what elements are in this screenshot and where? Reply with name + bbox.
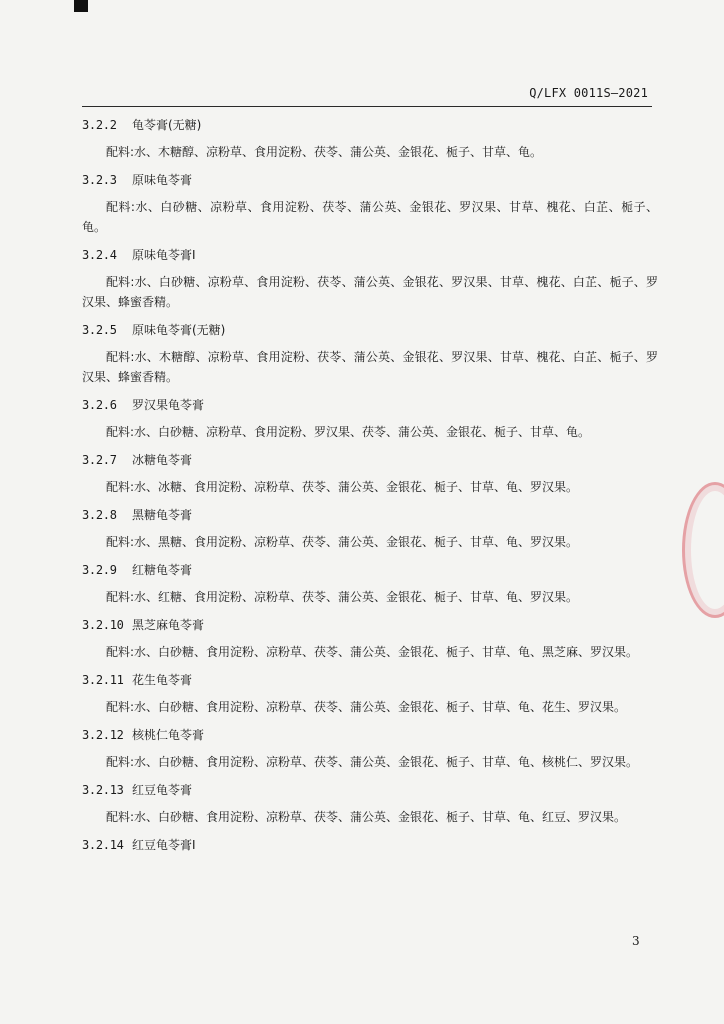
section-title: 原味龟苓膏 (132, 173, 193, 187)
section-3-2-8 (82, 505, 658, 552)
section-heading (82, 780, 658, 800)
ingredients-text: 配料:水、白砂糖、凉粉草、食用淀粉、罗汉果、茯苓、蒲公英、金银花、栀子、甘草、龟。 (106, 425, 591, 439)
section-3-2-10 (82, 615, 658, 662)
section-heading (82, 835, 658, 855)
section-number: 3.2.11 (82, 673, 124, 687)
section-title: 花生龟苓膏 (132, 673, 193, 687)
section-3-2-6 (82, 395, 658, 442)
section-3-2-14 (82, 835, 658, 855)
section-3-2-2 (82, 115, 658, 162)
section-3-2-11 (82, 670, 658, 717)
section-number: 3.2.12 (82, 728, 124, 742)
section-heading (82, 320, 658, 340)
section-title: 核桃仁龟苓膏 (132, 728, 205, 742)
section-3-2-7 (82, 450, 658, 497)
section-number: 3.2.14 (82, 838, 124, 852)
page-number: 3 (632, 934, 640, 948)
section-heading (82, 115, 658, 135)
ingredients-text: 配料:水、木糖醇、凉粉草、食用淀粉、茯苓、蒲公英、金银花、栀子、甘草、龟。 (106, 145, 543, 159)
section-3-2-5 (82, 320, 658, 387)
section-heading (82, 670, 658, 690)
ingredients-text: 配料:水、冰糖、食用淀粉、凉粉草、茯苓、蒲公英、金银花、栀子、甘草、龟、罗汉果。 (106, 480, 579, 494)
section-title: 龟苓膏(无糖) (132, 118, 202, 132)
section-number: 3.2.7 (82, 453, 117, 467)
section-title: 红豆龟苓膏Ⅰ (132, 838, 196, 852)
ingredients-text: 配料:水、白砂糖、食用淀粉、凉粉草、茯苓、蒲公英、金银花、栀子、甘草、龟、花生、罗汉果。 (106, 700, 627, 714)
section-number: 3.2.5 (82, 323, 117, 337)
section-number: 3.2.13 (82, 783, 124, 797)
ingredients-text: 配料:水、白砂糖、凉粉草、食用淀粉、茯苓、蒲公英、金银花、罗汉果、甘草、槐花、白芷、栀子、龟。 (82, 200, 658, 234)
section-title: 原味龟苓膏Ⅰ (132, 248, 196, 262)
header-divider (82, 106, 652, 107)
section-number: 3.2.3 (82, 173, 117, 187)
section-title: 黑芝麻龟苓膏 (132, 618, 205, 632)
ingredients-text: 配料:水、白砂糖、食用淀粉、凉粉草、茯苓、蒲公英、金银花、栀子、甘草、龟、黑芝麻、罗汉果。 (106, 645, 639, 659)
section-number: 3.2.9 (82, 563, 117, 577)
section-number: 3.2.8 (82, 508, 117, 522)
section-heading (82, 560, 658, 580)
ingredients-text: 配料:水、红糖、食用淀粉、凉粉草、茯苓、蒲公英、金银花、栀子、甘草、龟、罗汉果。 (106, 590, 579, 604)
document-code: Q/LFX 0011S—2021 (529, 86, 648, 100)
section-heading (82, 170, 658, 190)
section-heading (82, 615, 658, 635)
ingredients-text: 配料:水、白砂糖、食用淀粉、凉粉草、茯苓、蒲公英、金银花、栀子、甘草、龟、红豆、罗汉果。 (106, 810, 627, 824)
section-title: 罗汉果龟苓膏 (132, 398, 205, 412)
section-3-2-4 (82, 245, 658, 312)
section-heading (82, 245, 658, 265)
ingredients-text: 配料:水、黑糖、食用淀粉、凉粉草、茯苓、蒲公英、金银花、栀子、甘草、龟、罗汉果。 (106, 535, 579, 549)
scan-edge-mark (74, 0, 88, 12)
document-body (82, 115, 658, 855)
section-title: 红豆龟苓膏 (132, 783, 193, 797)
section-3-2-12 (82, 725, 658, 772)
section-3-2-3 (82, 170, 658, 237)
section-number: 3.2.2 (82, 118, 117, 132)
red-seal-stamp (682, 482, 724, 618)
ingredients-text: 配料:水、木糖醇、凉粉草、食用淀粉、茯苓、蒲公英、金银花、罗汉果、甘草、槐花、白芷、栀子、罗汉果、蜂蜜香精。 (82, 350, 658, 384)
section-number: 3.2.10 (82, 618, 124, 632)
ingredients-text: 配料:水、白砂糖、凉粉草、食用淀粉、茯苓、蒲公英、金银花、罗汉果、甘草、槐花、白芷、栀子、罗汉果、蜂蜜香精。 (82, 275, 658, 309)
section-heading (82, 450, 658, 470)
section-number: 3.2.4 (82, 248, 117, 262)
section-number: 3.2.6 (82, 398, 117, 412)
section-heading (82, 505, 658, 525)
section-3-2-13 (82, 780, 658, 827)
section-title: 冰糖龟苓膏 (132, 453, 193, 467)
section-title: 黑糖龟苓膏 (132, 508, 193, 522)
section-3-2-9 (82, 560, 658, 607)
section-heading (82, 725, 658, 745)
section-title: 原味龟苓膏(无糖) (132, 323, 226, 337)
section-heading (82, 395, 658, 415)
section-title: 红糖龟苓膏 (132, 563, 193, 577)
ingredients-text: 配料:水、白砂糖、食用淀粉、凉粉草、茯苓、蒲公英、金银花、栀子、甘草、龟、核桃仁、罗汉果。 (106, 755, 639, 769)
